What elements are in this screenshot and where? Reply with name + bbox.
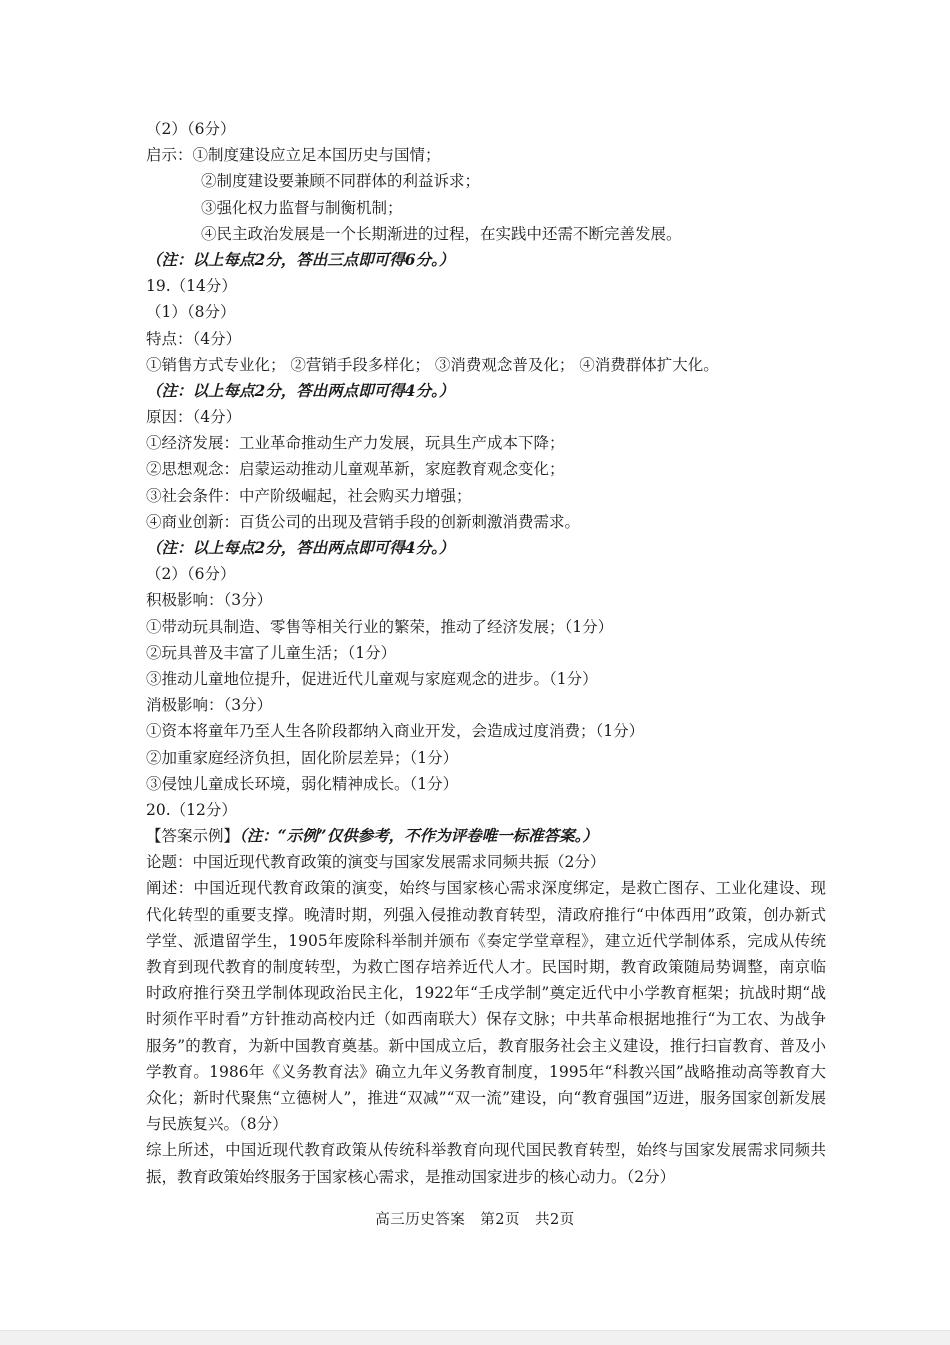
scan-bottom-band — [0, 1330, 950, 1345]
answer-line: ④商业创新：百货公司的出现及营销手段的创新刺激消费需求。 — [146, 512, 581, 531]
answer-line: ②加重家庭经济负担，固化阶层差异；（1分） — [146, 748, 459, 767]
answer-line: （注：以上每点2分，答出三点即可得6分。） — [146, 249, 455, 269]
answer-line: （注：以上每点2分，答出两点即可得4分。） — [146, 380, 455, 400]
conclusion-paragraph: 综上所述，中国近现代教育政策从传统科举教育向现代国民教育转型，始终与国家发展需求同频共振，教育政策始终服务于国家核心需求，是推动国家进步的核心动力。（2分） — [146, 1141, 826, 1186]
answer-lines — [146, 116, 826, 823]
answer-line: ②思想观念：启蒙运动推动儿童观革新，家庭教育观念变化； — [146, 460, 565, 479]
answer-line: 特点：（4分） — [146, 329, 242, 348]
answer-line: 20.（12分） — [146, 800, 237, 819]
page-footer: 高三历史答案 第2页 共2页 — [375, 1212, 575, 1228]
answer-line: ③强化权力监督与制衡机制； — [201, 198, 403, 217]
answer-line: ①经济发展：工业革命推动生产力发展，玩具生产成本下降； — [146, 434, 565, 453]
answer-example-line — [146, 823, 826, 849]
answer-line: （2）（6分） — [146, 565, 236, 584]
answer-line: 19.（14分） — [146, 277, 237, 296]
elaboration-paragraph: 阐述：中国近现代教育政策的演变，始终与国家核心需求深度绑定，是救亡图存、工业化建设、现代化转型的重要支撑。晚清时期，列强入侵推动教育转型，清政府推行“中体西用”政策，创办新式学堂、派遣留学生，1905年废除科举制并颁布《奏定学堂章程》，建立近代学制体系，完成从传统教育到现代教育的制度转型，为救亡图存培养近代人才。民国时期，教育政策随局势调整，南京临时政府推行癸丑学制体现政治民主化，1922年“壬戌学制”奠定近代中小学教育框架；抗战时期“战时须作平时看”方针推动高校内迁（如西南联大）保存文脉；中共革命根据地推行“为工农、为战争服务”的教育，为新中国教育奠基。新中国成立后，教育服务社会主义建设，推行扫盲教育、普及小学教育。1986年《义务教育法》确立九年义务教育制度，1995年“科教兴国”战略推动高等教育大众化；新时代聚焦“立德树人”，推进“双减”“双一流”建设，向“教育强国”迈进，服务国家创新发展与民族复兴。（8分） — [146, 879, 826, 1134]
answer-line: ②制度建设要兼顾不同群体的利益诉求； — [201, 172, 481, 191]
answer-line: ①带动玩具制造、零售等相关行业的繁荣，推动了经济发展；（1分） — [146, 617, 614, 636]
topic-line: 论题：中国近现代教育政策的演变与国家发展需求同频共振（2分） — [146, 853, 606, 872]
answer-line: ③推动儿童地位提升，促进近代儿童观与家庭观念的进步。（1分） — [146, 669, 598, 688]
answer-line: ③侵蚀儿童成长环境，弱化精神成长。（1分） — [146, 774, 459, 793]
answer-line: ①销售方式专业化； ②营销手段多样化； ③消费观念普及化； ④消费群体扩大化。 — [146, 355, 719, 374]
answer-line: ②玩具普及丰富了儿童生活；（1分） — [146, 643, 397, 662]
answer-line: 积极影响：（3分） — [146, 591, 273, 610]
answer-line: ①资本将童年乃至人生各阶段都纳入商业开发，会造成过度消费；（1分） — [146, 722, 645, 741]
answer-line: 消极影响：（3分） — [146, 696, 273, 715]
answer-line: 启示：①制度建设应立足本国历史与国情； — [146, 146, 441, 165]
answer-line: （注：以上每点2分，答出两点即可得4分。） — [146, 538, 455, 557]
example-note: （注：“示例”仅供参考，不作为评卷唯一标准答案。） — [239, 826, 598, 846]
answer-line: （1）（8分） — [146, 303, 236, 322]
answer-line: （2）（6分） — [146, 120, 236, 138]
answer-content — [146, 116, 826, 1190]
answer-line: ④民主政治发展是一个长期渐进的过程，在实践中还需不断完善发展。 — [201, 224, 682, 243]
answer-line: 原因：（4分） — [146, 408, 242, 427]
example-bracket: 【答案示例】 — [146, 827, 240, 846]
answer-line: ③社会条件：中产阶级崛起，社会购买力增强； — [146, 486, 472, 505]
